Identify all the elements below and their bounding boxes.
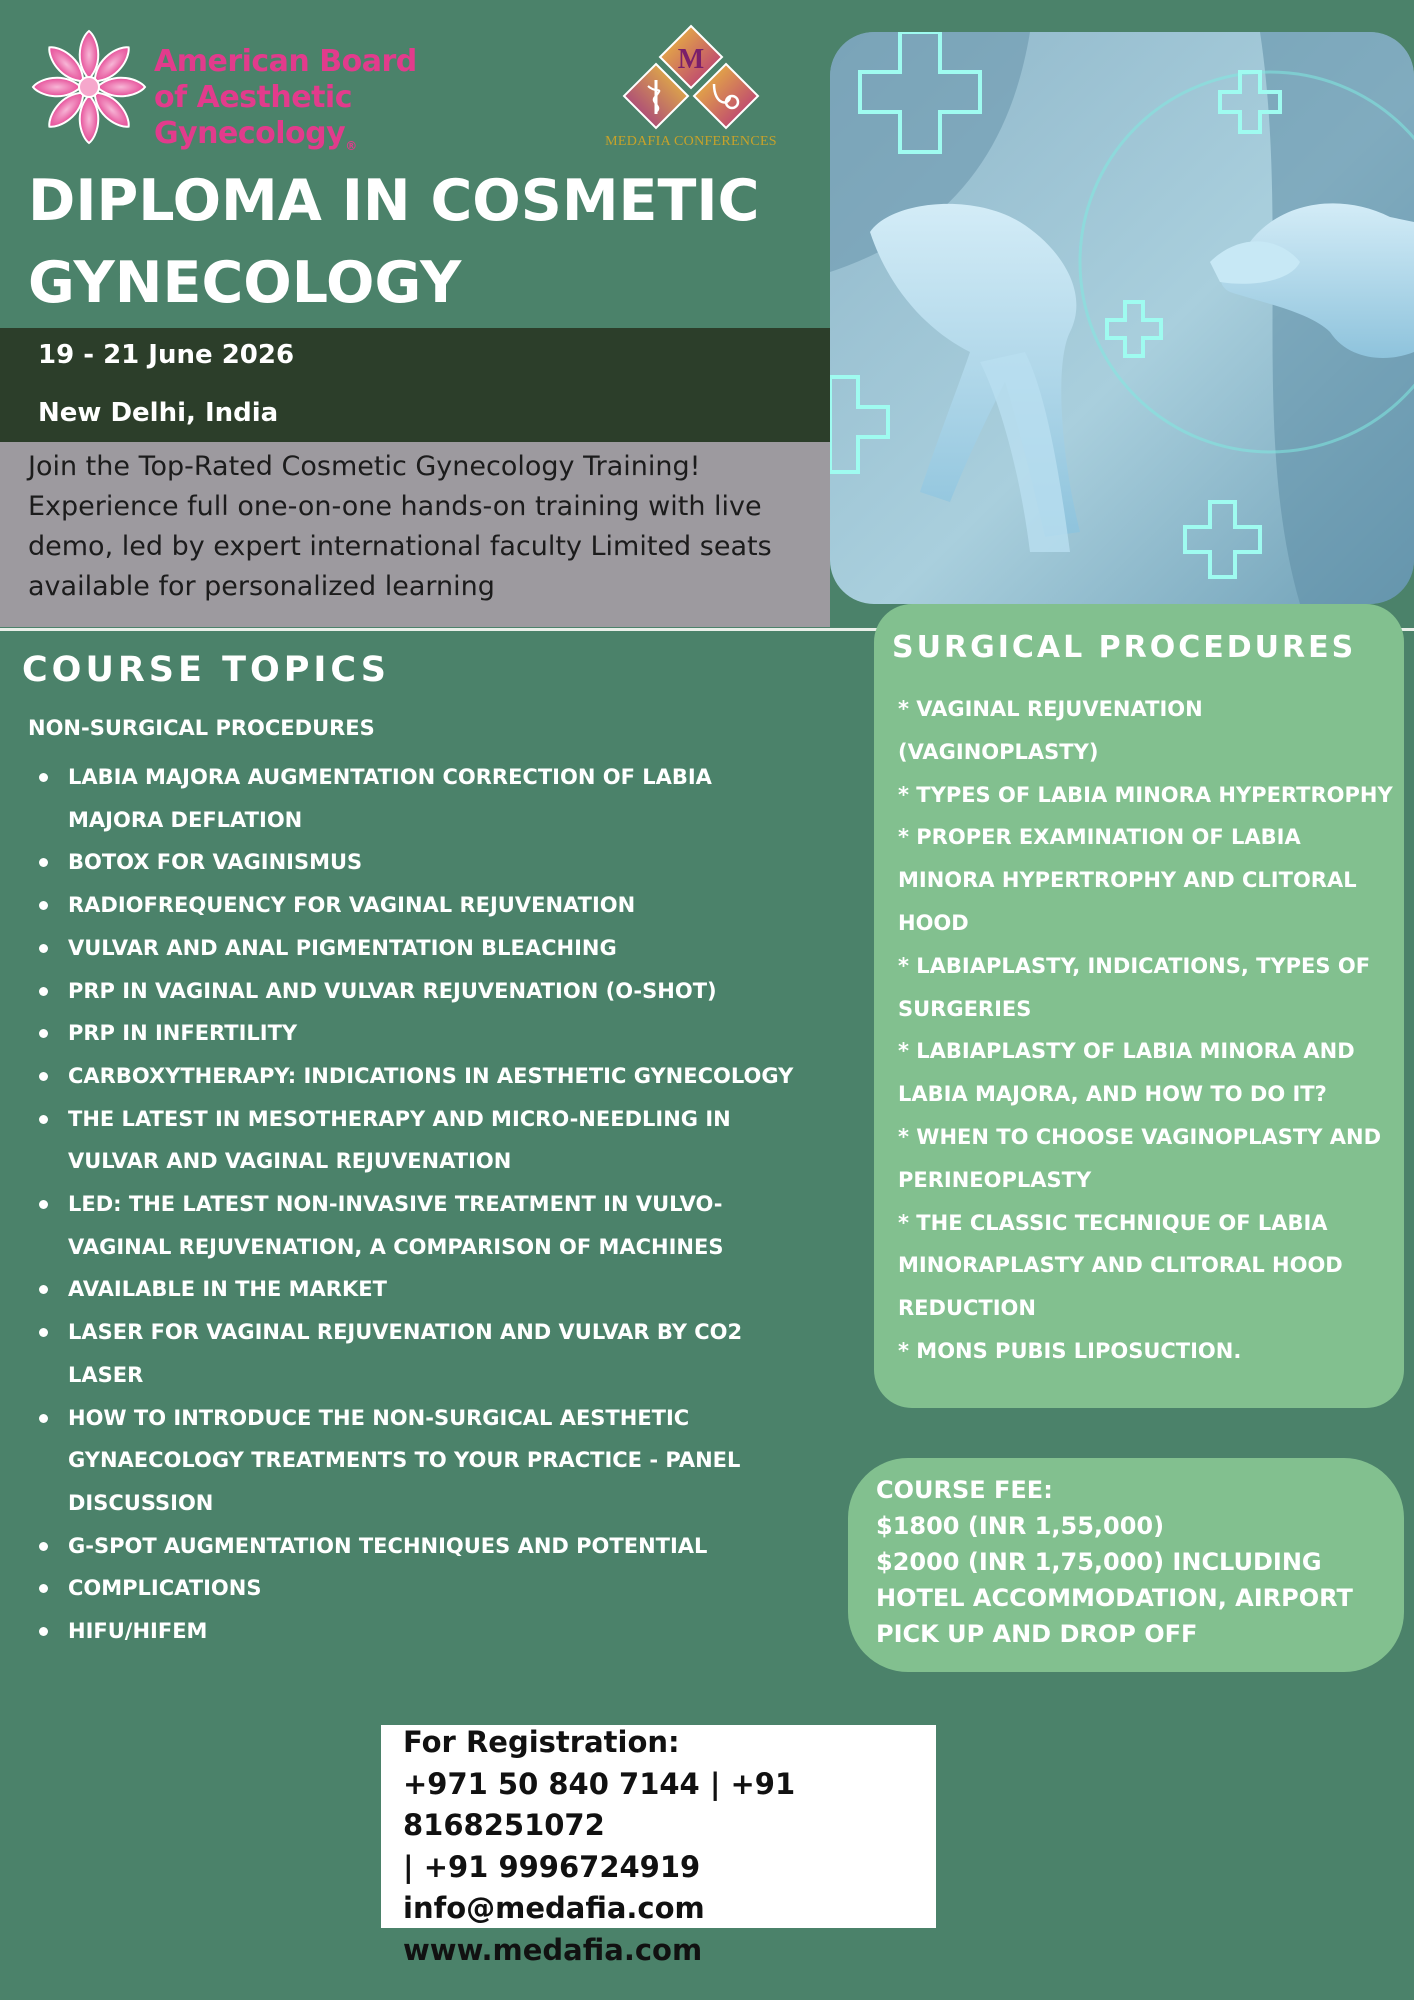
list-item: * PROPER EXAMINATION OF LABIA MINORA HYPERTROPHY AND CLITORAL HOOD: [898, 825, 1357, 935]
bullet-icon: [39, 1328, 48, 1337]
list-item: THE LATEST IN MESOTHERAPY AND MICRO-NEEDLING IN VULVAR AND VAGINAL REJUVENATION: [0, 1098, 810, 1183]
website-link[interactable]: www.medafia.com: [403, 1932, 703, 1967]
bullet-icon: [39, 1414, 48, 1423]
list-item: VULVAR AND ANAL PIGMENTATION BLEACHING: [0, 927, 810, 970]
event-location: New Delhi, India: [38, 398, 279, 428]
list-item: BOTOX FOR VAGINISMUS: [0, 841, 810, 884]
bullet-icon: [39, 1200, 48, 1209]
bullet-icon: [39, 1542, 48, 1551]
list-item: PRP IN VAGINAL AND VULVAR REJUVENATION (O-SHOT): [0, 970, 810, 1013]
registration-text: [403, 1722, 923, 1971]
fee-label: COURSE FEE:: [876, 1476, 1053, 1504]
bullet-icon: [39, 1627, 48, 1636]
surgical-heading: SURGICAL PROCEDURES: [892, 630, 1357, 665]
bullet-icon: [39, 1584, 48, 1593]
fee-option-2: $2000 (INR 1,75,000) INCLUDING HOTEL ACCOMMODATION, AIRPORT PICK UP AND DROP OFF: [876, 1548, 1353, 1648]
bullet-icon: [39, 858, 48, 867]
phone-line-2[interactable]: | +91 9996724919: [403, 1849, 701, 1884]
bullet-icon: [39, 944, 48, 953]
registration-label: For Registration:: [403, 1725, 680, 1759]
list-item: COMPLICATIONS: [0, 1567, 810, 1610]
bullet-icon: [39, 1072, 48, 1081]
list-item: * LABIAPLASTY, INDICATIONS, TYPES OF SURGERIES: [898, 953, 1371, 1021]
list-item: * WHEN TO CHOOSE VAGINOPLASTY AND PERINEOPLASTY: [898, 1124, 1382, 1192]
phone-line-1[interactable]: +971 50 840 7144 | +91 8168251072: [403, 1766, 796, 1842]
list-item: * THE CLASSIC TECHNIQUE OF LABIA MINORAPLASTY AND CLITORAL HOOD REDUCTION: [898, 1210, 1343, 1321]
org-name: [154, 44, 534, 164]
page-title: [28, 160, 808, 324]
list-item: LED: THE LATEST NON-INVASIVE TREATMENT IN VULVO-VAGINAL REJUVENATION, A COMPARISON OF MACHINES: [0, 1183, 810, 1268]
list-item: * TYPES OF LABIA MINORA HYPERTROPHY: [898, 782, 1393, 807]
list-item: * LABIAPLASTY OF LABIA MINORA AND LABIA MAJORA, AND HOW TO DO IT?: [898, 1039, 1355, 1107]
title-line2: GYNECOLOGY: [28, 250, 462, 316]
intro-text: Join the Top-Rated Cosmetic Gynecology Training! Experience full one-on-one hands-on training with live demo, led by expert international faculty Limited seats available for personalized learning: [28, 451, 772, 602]
registered-mark: ®: [345, 139, 357, 153]
bullet-icon: [39, 901, 48, 910]
list-item: RADIOFREQUENCY FOR VAGINAL REJUVENATION: [0, 884, 810, 927]
org-name-line1: American Board: [154, 44, 417, 79]
list-item: * MONS PUBIS LIPOSUCTION.: [898, 1338, 1242, 1363]
course-topics-list: [0, 756, 810, 1653]
surgical-list: [898, 688, 1394, 1373]
event-dates: 19 - 21 June 2026: [38, 340, 295, 370]
bullet-icon: [39, 987, 48, 996]
list-item: HIFU/HIFEM: [0, 1610, 810, 1653]
course-topics-heading: COURSE TOPICS: [22, 650, 390, 690]
list-item: PRP IN INFERTILITY: [0, 1012, 810, 1055]
non-surgical-heading: NON-SURGICAL PROCEDURES: [28, 716, 375, 740]
svg-text:M: M: [677, 44, 705, 75]
list-item: HOW TO INTRODUCE THE NON-SURGICAL AESTHETIC GYNAECOLOGY TREATMENTS TO YOUR PRACTICE - PANEL DISCUSSION: [0, 1397, 810, 1525]
bullet-icon: [39, 1285, 48, 1294]
fee-option-1: $1800 (INR 1,55,000): [876, 1512, 1165, 1540]
list-item: LASER FOR VAGINAL REJUVENATION AND VULVAR BY CO2 LASER: [0, 1311, 810, 1396]
list-item: AVAILABLE IN THE MARKET: [0, 1268, 810, 1311]
partner-name: MEDAFIA CONFERENCES: [605, 134, 777, 149]
flower-logo-icon: [24, 28, 154, 146]
bullet-icon: [39, 773, 48, 782]
hero-gloves-image: [830, 32, 1414, 604]
bullet-icon: [39, 1029, 48, 1038]
fee-text: [876, 1472, 1396, 1652]
list-item: * VAGINAL REJUVENATION (VAGINOPLASTY): [898, 697, 1203, 764]
org-name-line2: of Aesthetic Gynecology$_®$: [154, 80, 357, 153]
email-link[interactable]: info@medafia.com: [403, 1891, 705, 1925]
title-line1: DIPLOMA IN COSMETIC: [28, 168, 760, 234]
list-item: LABIA MAJORA AUGMENTATION CORRECTION OF LABIA MAJORA DEFLATION: [0, 756, 810, 841]
list-item: CARBOXYTHERAPY: INDICATIONS IN AESTHETIC GYNECOLOGY: [0, 1055, 810, 1098]
list-item: G-SPOT AUGMENTATION TECHNIQUES AND POTENTIAL: [0, 1525, 810, 1568]
bullet-icon: [39, 1115, 48, 1124]
